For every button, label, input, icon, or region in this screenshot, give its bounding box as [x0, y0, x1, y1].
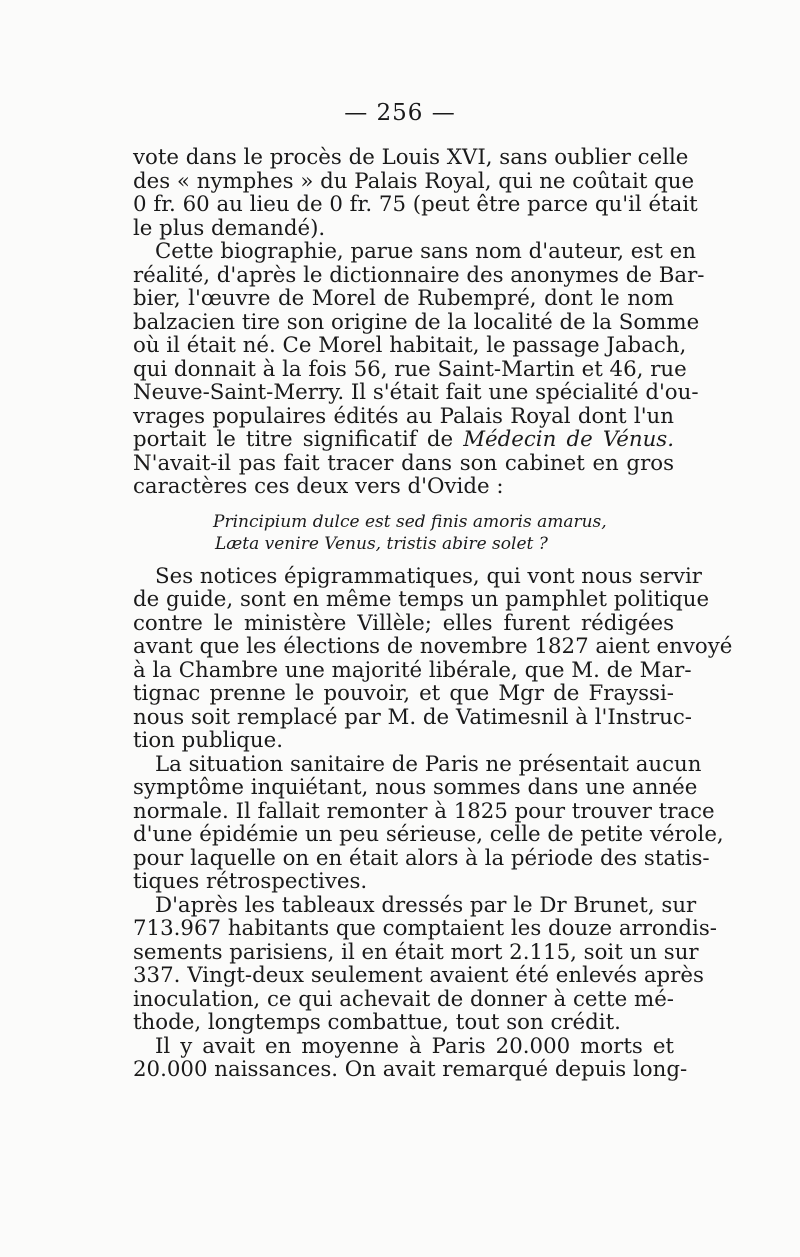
paragraph: [133, 751, 724, 894]
text-line: le plus demandé).: [133, 215, 326, 241]
text-line: pour laquelle on en était alors à la période des statis-: [133, 845, 710, 871]
text-line: tignac prenne le pouvoir, et que Mgr de Frayssi-: [133, 681, 674, 706]
text-line: Il y avait en moyenne à Paris 20.000 morts et: [155, 1033, 674, 1059]
text-line: bier, l'œuvre de Morel de Rubempré, dont le nom: [133, 286, 674, 311]
paragraph: [133, 1033, 688, 1082]
text-line: Neuve-Saint-Merry. Il s'était fait une spécialité d'ou-: [133, 380, 699, 405]
text-line: tion publique.: [133, 728, 284, 753]
paragraph: [133, 563, 733, 753]
text-line: vrages populaires édités au Palais Royal dont l'un: [133, 403, 674, 429]
text-line: d'une épidémie un peu sérieuse, celle de petite vérole,: [133, 822, 724, 847]
paragraph: [133, 239, 705, 499]
text-line: thode, longtemps combattue, tout son crédit.: [133, 1010, 621, 1035]
text-line: de guide, sont en même temps un pamphlet politique: [133, 587, 710, 612]
text-line: nous soit remplacé par M. de Vatimesnil à l'Instruc-: [133, 704, 692, 730]
text-line: qui donnait à la fois 56, rue Saint-Martin et 46, rue: [133, 356, 687, 382]
verse-line: Principium dulce est sed finis amoris amarus,: [213, 511, 607, 532]
text-fragment: portait le titre significatif de: [133, 427, 454, 452]
body-text: [133, 145, 733, 1082]
text-line: Ses notices épigrammatiques, qui vont nous servir: [155, 563, 702, 589]
text-line: à la Chambre une majorité libérale, que M. de Mar-: [133, 657, 692, 683]
verse-quote: [213, 511, 674, 555]
text-line: sements parisiens, il en était mort 2.115, soit un sur: [133, 939, 699, 965]
text-line: tiques rétrospectives.: [133, 869, 368, 894]
text-line: 713.967 habitants que comptaient les douze arrondis-: [133, 916, 717, 941]
text-line: N'avait-il pas fait tracer dans son cabinet en gros: [133, 450, 674, 476]
paragraph: [133, 892, 717, 1035]
text-line: normale. Il fallait remonter à 1825 pour trouver trace: [133, 798, 715, 824]
text-line: Cette biographie, parue sans nom d'auteur, est en: [155, 239, 696, 264]
text-line: symptôme inquiétant, nous sommes dans une année: [133, 775, 698, 800]
text-line: réalité, d'après le dictionnaire des anonymes de Bar-: [133, 262, 705, 288]
paragraph: [133, 145, 698, 241]
text-line: des « nymphes » du Palais Royal, qui ne coûtait que: [133, 168, 695, 194]
text-line: avant que les élections de novembre 1827 aient envoyé: [133, 634, 733, 659]
verse-line: Læta venire Venus, tristis abire solet ?: [215, 533, 548, 554]
text-line: vote dans le procès de Louis XVI, sans oublier celle: [133, 145, 689, 170]
text-line: inoculation, ce qui achevait de donner à cette mé-: [133, 986, 674, 1012]
text-line: La situation sanitaire de Paris ne présentait aucun: [155, 751, 702, 777]
text-line: où il était né. Ce Morel habitait, le passage Jabach,: [133, 333, 687, 358]
text-line: caractères ces deux vers d'Ovide :: [133, 474, 504, 499]
text-line: 0 fr. 60 au lieu de 0 fr. 75 (peut être parce qu'il était: [133, 192, 698, 217]
book-title: Médecin de Vénus.: [463, 427, 674, 452]
text-line: 20.000 naissances. On avait remarqué depuis long-: [133, 1057, 688, 1082]
text-line: contre le ministère Villèle; elles furent rédigées: [133, 610, 674, 636]
text-line: balzacien tire son origine de la localité de la Somme: [133, 309, 700, 335]
text-line: D'après les tableaux dressés par le Dr Brunet, sur: [155, 892, 697, 918]
text-line-with-title: [133, 428, 674, 452]
page-number: — 256 —: [344, 100, 456, 126]
text-line: 337. Vingt-deux seulement avaient été enlevés après: [133, 963, 704, 988]
